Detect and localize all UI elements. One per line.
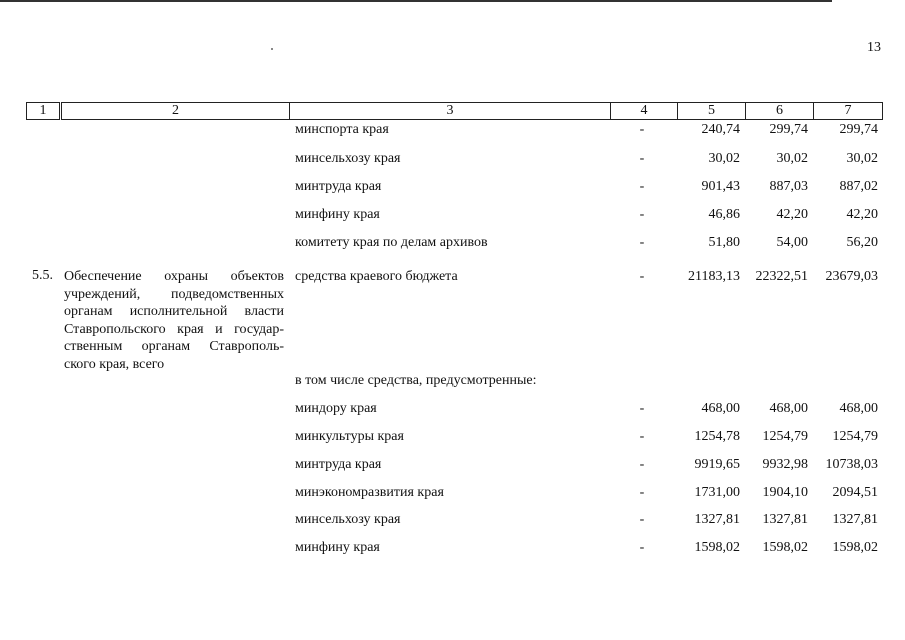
org-name: минтруда края xyxy=(295,179,382,194)
col-header-2: 2 xyxy=(61,103,290,120)
col-header-1: 1 xyxy=(27,103,61,120)
col4-dash: - xyxy=(639,429,645,444)
col-header-4: 4 xyxy=(611,103,678,120)
col4-dash: - xyxy=(639,457,645,472)
value-col5: 21183,13 xyxy=(688,269,740,284)
col4-dash: - xyxy=(639,207,645,222)
value-col7: 2094,51 xyxy=(832,485,878,500)
value-col6: 1904,10 xyxy=(762,485,808,500)
value-col7: 887,02 xyxy=(839,179,878,194)
col4-dash: - xyxy=(639,401,645,416)
org-name: миндору края xyxy=(295,401,377,416)
value-col7: 30,02 xyxy=(846,151,878,166)
item-description-line: ственным органам Ставрополь- xyxy=(64,339,284,354)
value-col5: 1327,81 xyxy=(694,512,740,527)
col-header-3: 3 xyxy=(290,103,611,120)
col4-dash: - xyxy=(639,151,645,166)
value-col6: 9932,98 xyxy=(762,457,808,472)
value-col5: 51,80 xyxy=(708,235,740,250)
value-col7: 1254,79 xyxy=(832,429,878,444)
value-col7: 468,00 xyxy=(839,401,878,416)
scan-speck xyxy=(271,48,273,50)
top-border-line xyxy=(0,0,832,2)
col4-dash: - xyxy=(639,269,645,284)
funding-source: средства краевого бюджета xyxy=(295,269,458,284)
org-name: минсельхозу края xyxy=(295,512,401,527)
value-col6: 22322,51 xyxy=(755,269,808,284)
sub-header: в том числе средства, предусмотренные: xyxy=(295,373,537,388)
value-col7: 1598,02 xyxy=(832,540,878,555)
col4-dash: - xyxy=(639,179,645,194)
col-header-5: 5 xyxy=(678,103,746,120)
value-col7: 23679,03 xyxy=(825,269,878,284)
org-name: минфину края xyxy=(295,207,380,222)
value-col7: 1327,81 xyxy=(832,512,878,527)
org-name: минтруда края xyxy=(295,457,382,472)
value-col5: 30,02 xyxy=(708,151,740,166)
value-col6: 54,00 xyxy=(776,235,808,250)
value-col5: 240,74 xyxy=(701,122,740,137)
value-col6: 42,20 xyxy=(776,207,808,222)
item-description-line: Ставропольского края и государ- xyxy=(64,321,284,337)
item-description-line: Обеспечение охраны объектов xyxy=(64,269,284,284)
column-number-header xyxy=(26,102,883,120)
item-description-line: ского края, всего xyxy=(64,356,165,372)
item-number: 5.5. xyxy=(32,268,53,283)
org-name: минэкономразвития края xyxy=(295,485,444,500)
item-description-line: органам исполнительной власти xyxy=(64,304,284,319)
value-col6: 299,74 xyxy=(769,122,808,137)
value-col5: 901,43 xyxy=(701,179,740,194)
value-col5: 46,86 xyxy=(708,207,740,222)
value-col5: 1598,02 xyxy=(694,540,740,555)
page-number: 13 xyxy=(867,40,881,55)
col4-dash: - xyxy=(639,122,645,137)
col4-dash: - xyxy=(639,512,645,527)
value-col6: 468,00 xyxy=(769,401,808,416)
value-col6: 1254,79 xyxy=(762,429,808,444)
col4-dash: - xyxy=(639,485,645,500)
value-col5: 1254,78 xyxy=(694,429,740,444)
value-col7: 42,20 xyxy=(846,207,878,222)
col4-dash: - xyxy=(639,540,645,555)
org-name: минспорта края xyxy=(295,122,389,137)
value-col6: 887,03 xyxy=(769,179,808,194)
value-col6: 1327,81 xyxy=(762,512,808,527)
org-name: минсельхозу края xyxy=(295,151,401,166)
value-col5: 9919,65 xyxy=(694,457,740,472)
col-header-7: 7 xyxy=(814,103,883,120)
value-col6: 1598,02 xyxy=(762,540,808,555)
org-name: минкультуры края xyxy=(295,429,404,444)
value-col6: 30,02 xyxy=(776,151,808,166)
col4-dash: - xyxy=(639,235,645,250)
value-col5: 1731,00 xyxy=(694,485,740,500)
col-header-6: 6 xyxy=(746,103,814,120)
org-name: минфину края xyxy=(295,540,380,555)
value-col7: 56,20 xyxy=(846,235,878,250)
value-col7: 10738,03 xyxy=(825,457,878,472)
value-col5: 468,00 xyxy=(701,401,740,416)
org-name: комитету края по делам архивов xyxy=(295,235,488,250)
item-description xyxy=(64,268,284,373)
value-col7: 299,74 xyxy=(839,122,878,137)
item-description-line: учреждений, подведомственных xyxy=(64,286,284,302)
